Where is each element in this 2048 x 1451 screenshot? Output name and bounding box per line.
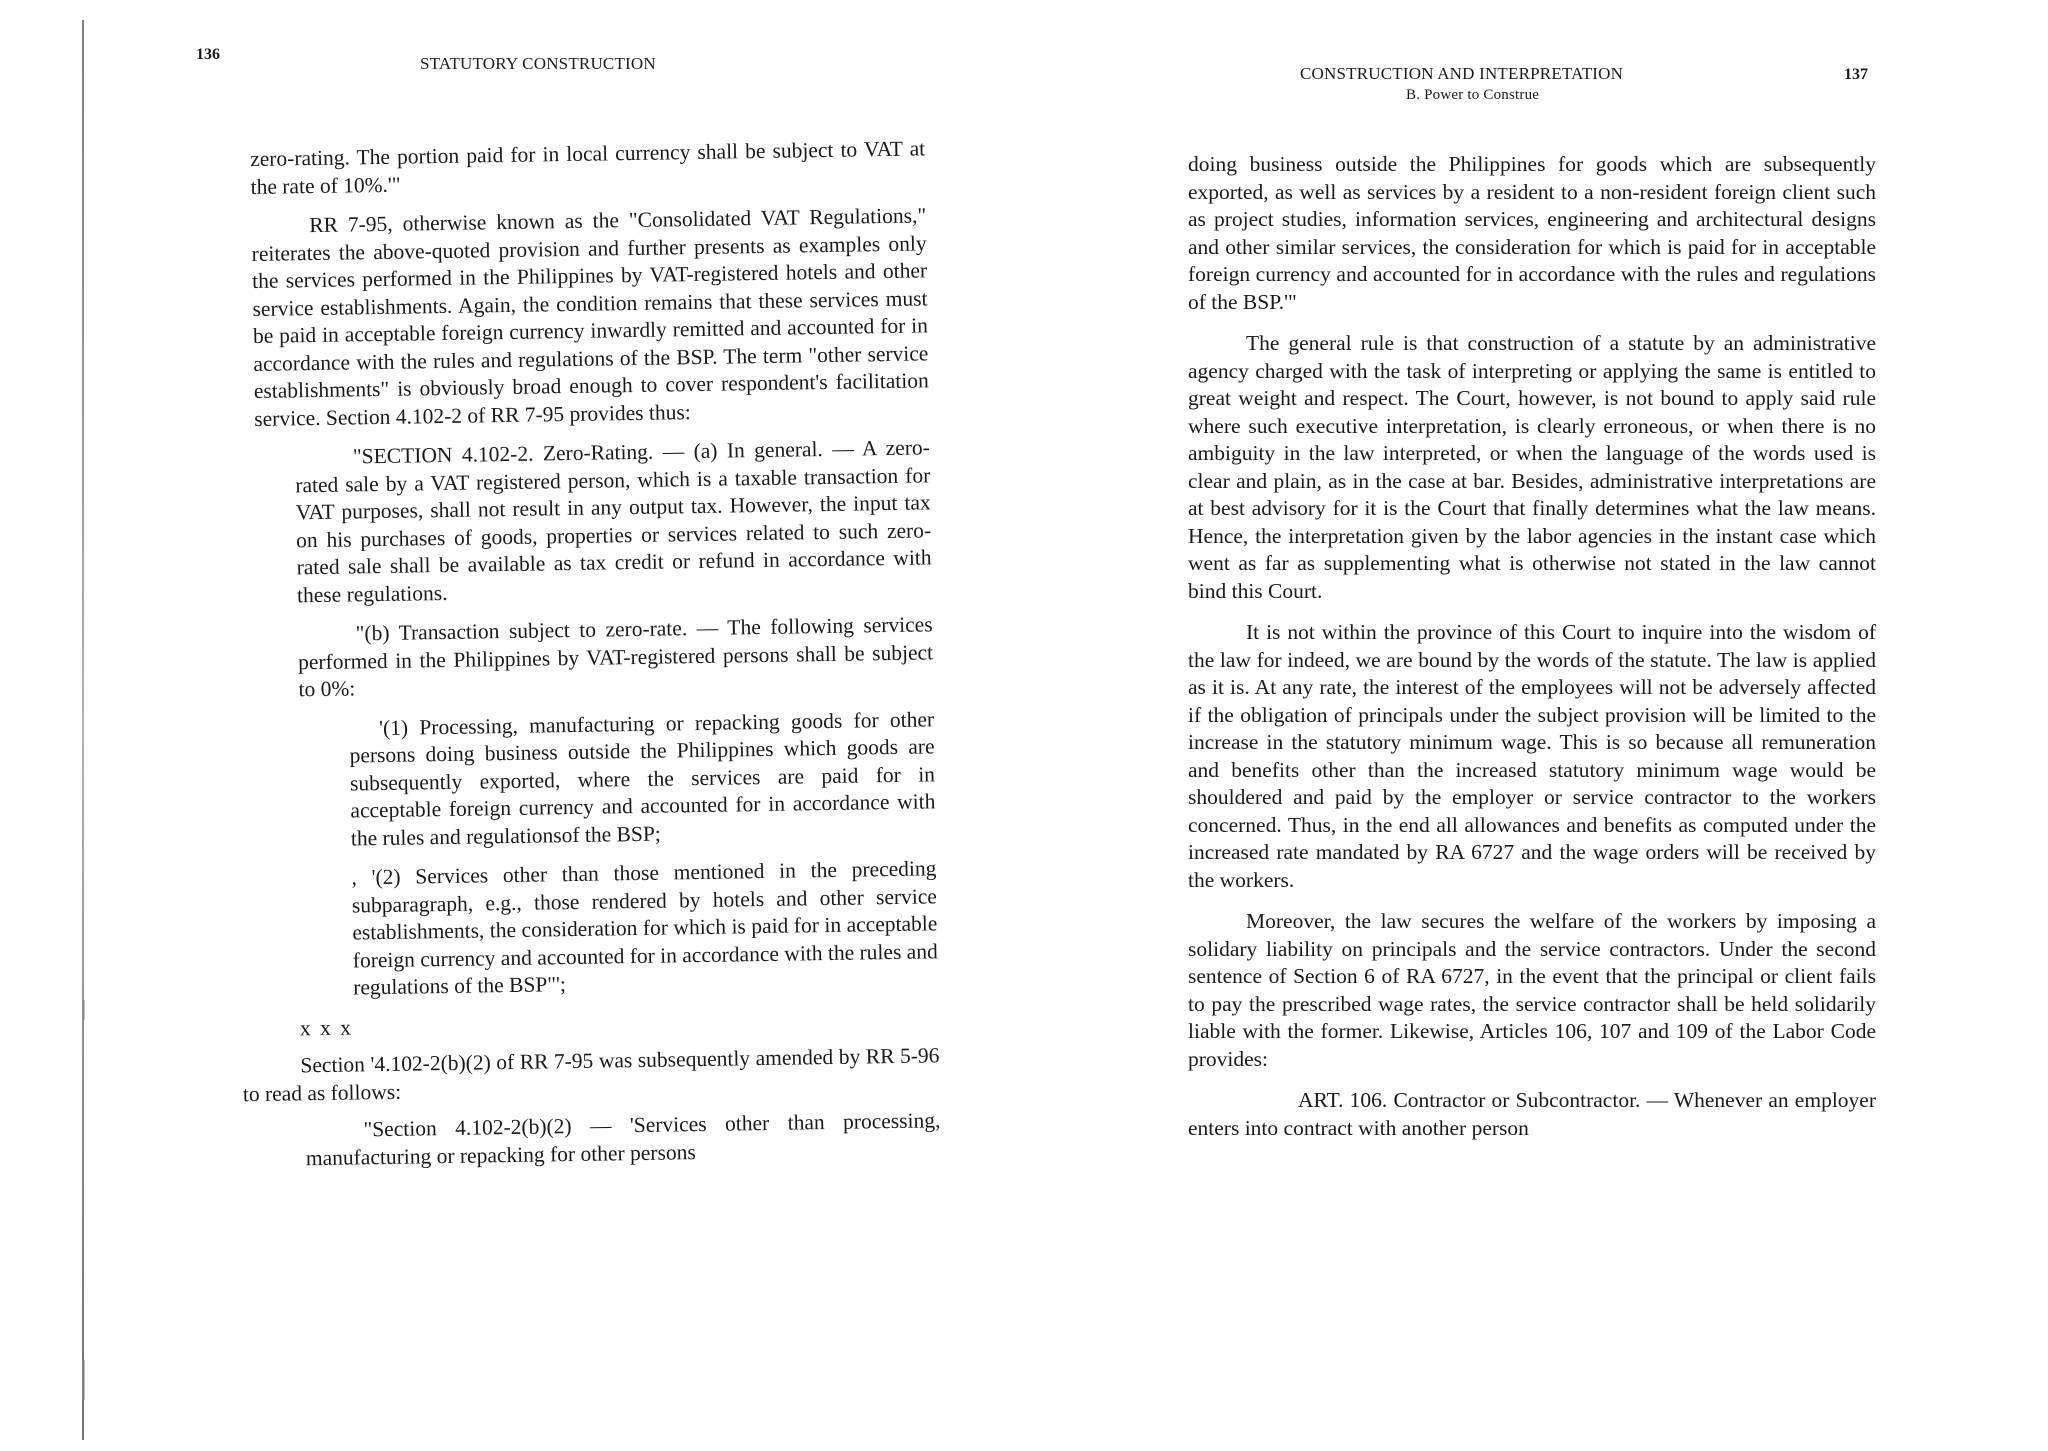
margin-mark xyxy=(82,1360,85,1400)
paragraph: doing business outside the Philippines for goods which are subsequently exported, as well as services by a resident to a non-resident foreign client such as project studies, information services, engineering and architectural designs and other similar services, the consideration for which is paid for in acceptable foreign currency and accounted for in accordance with the rules and regulations of the BSP.'" xyxy=(1188,152,1876,314)
paragraph: zero-rating. The portion paid for in local currency shall be subject to VAT at the rate of 10%.'" xyxy=(250,136,926,199)
paragraph: It is not within the province of this Court to inquire into the wisdom of the law for indeed, we are bound by the words of the statute. The law is applied as it is. At any rate, the interest of the employees will not be adversely affected if the obligation of principals under the subject provision will be limited to the increase in the statutory minimum wage. This is so because all remuneration and benefits other than the increased statutory minimum wage would be shouldered and paid by the employer or service contractor to the workers concerned. Thus, in the end all allowances and benefits as computed under the increased rate mandated by RA 6727 and the wage orders will be received by the workers. xyxy=(1188,620,1876,892)
running-head-left: STATUTORY CONSTRUCTION xyxy=(420,54,656,73)
page-number-right: 137 xyxy=(1844,66,1868,83)
margin-mark xyxy=(82,1000,85,1020)
paragraph: The general rule is that construction of a statute by an administrative agency charged with the task of interpreting or applying the same is entitled to great weight and respect. The Court, however, is not bound to apply said rule where such executive interpretation, is clearly erroneous, or when there is no ambiguity in the law interpreted, or when the language of the words used is clear and plain, as in the case at bar. Besides, administrative interpretations are at best advisory for it is the Court that finally determines what the law means. Hence, the interpretation given by the labor agencies in the instant case which went as far as supplementing what is otherwise not stated in the law cannot bind this Court. xyxy=(1188,331,1876,603)
running-subhead-right: B. Power to Construe xyxy=(1406,87,1540,103)
paragraph: Moreover, the law secures the welfare of the workers by imposing a solidary liability on principals and the service contractors. Under the second sentence of Section 6 of RA 6727, in the event that the principal or client fails to pay the prescribed wage rates, the service contractor shall be held solidarily liable with the former. Likewise, Articles 106, 107 and 109 of the Labor Code provides: xyxy=(1188,909,1876,1071)
right-page-body xyxy=(1188,151,1876,1142)
quoted-section: "(b) Transaction subject to zero-rate. — The following services performed in the Philippines by VAT-registered persons shall be subject to 0%: xyxy=(297,612,934,702)
page-number-left: 136 xyxy=(196,46,220,63)
paragraph: RR 7-95, otherwise known as the "Consolidated VAT Regulations," reiterates the above-quoted provision and further presents as examples only the services performed in the Philippines by VAT-registered hotels and other service establishments. Again, the condition remains that these services must be paid in acceptable foreign currency inwardly remitted and accounted for in accordance with the rules and regulations of the BSP. The term "other service establishments" is obviously broad enough to cover respondent's facilitation service. Section 4.102-2 of RR 7-95 provides thus: xyxy=(251,203,929,431)
quoted-article: ART. 106. Contractor or Subcontractor. — Whenever an employer enters into contract with another person xyxy=(1188,1088,1876,1140)
paragraph: Section '4.102-2(b)(2) of RR 7-95 was subsequently amended by RR 5-96 to read as follows: xyxy=(242,1043,940,1106)
ellipsis-marker: x x x xyxy=(299,1014,354,1040)
left-page-body xyxy=(242,135,941,1172)
quoted-section: "SECTION 4.102-2. Zero-Rating. — (a) In general. — A zero-rated sale by a VAT registered person, which is a taxable transaction for VAT purposes, shall not result in any output tax. However, the input tax on his purchases of goods, properties or services related to such zero-rated sale shall be available as tax credit or refund in accordance with these regulations. xyxy=(295,435,932,607)
running-head-right: CONSTRUCTION AND INTERPRETATION xyxy=(1300,64,1624,83)
quoted-subsection: , '(2) Services other than those mentioned in the preceding subparagraph, e.g., those rendered by hotels and other service establishments, the consideration for which is paid for in acceptable foreign currency and accounted for in accordance with the rules and regulations of the BSP"'; xyxy=(351,856,938,1000)
quoted-subsection: '(1) Processing, manufacturing or repacking goods for other persons doing business outside the Philippines which goods are subsequently exported, where the services are paid for in acceptable foreign currency and accounted for in accordance with the rules and regulationsof the BSP; xyxy=(349,706,936,850)
quoted-section: "Section 4.102-2(b)(2) — 'Services other than processing, manufacturing or repacking for other persons xyxy=(305,1108,941,1170)
